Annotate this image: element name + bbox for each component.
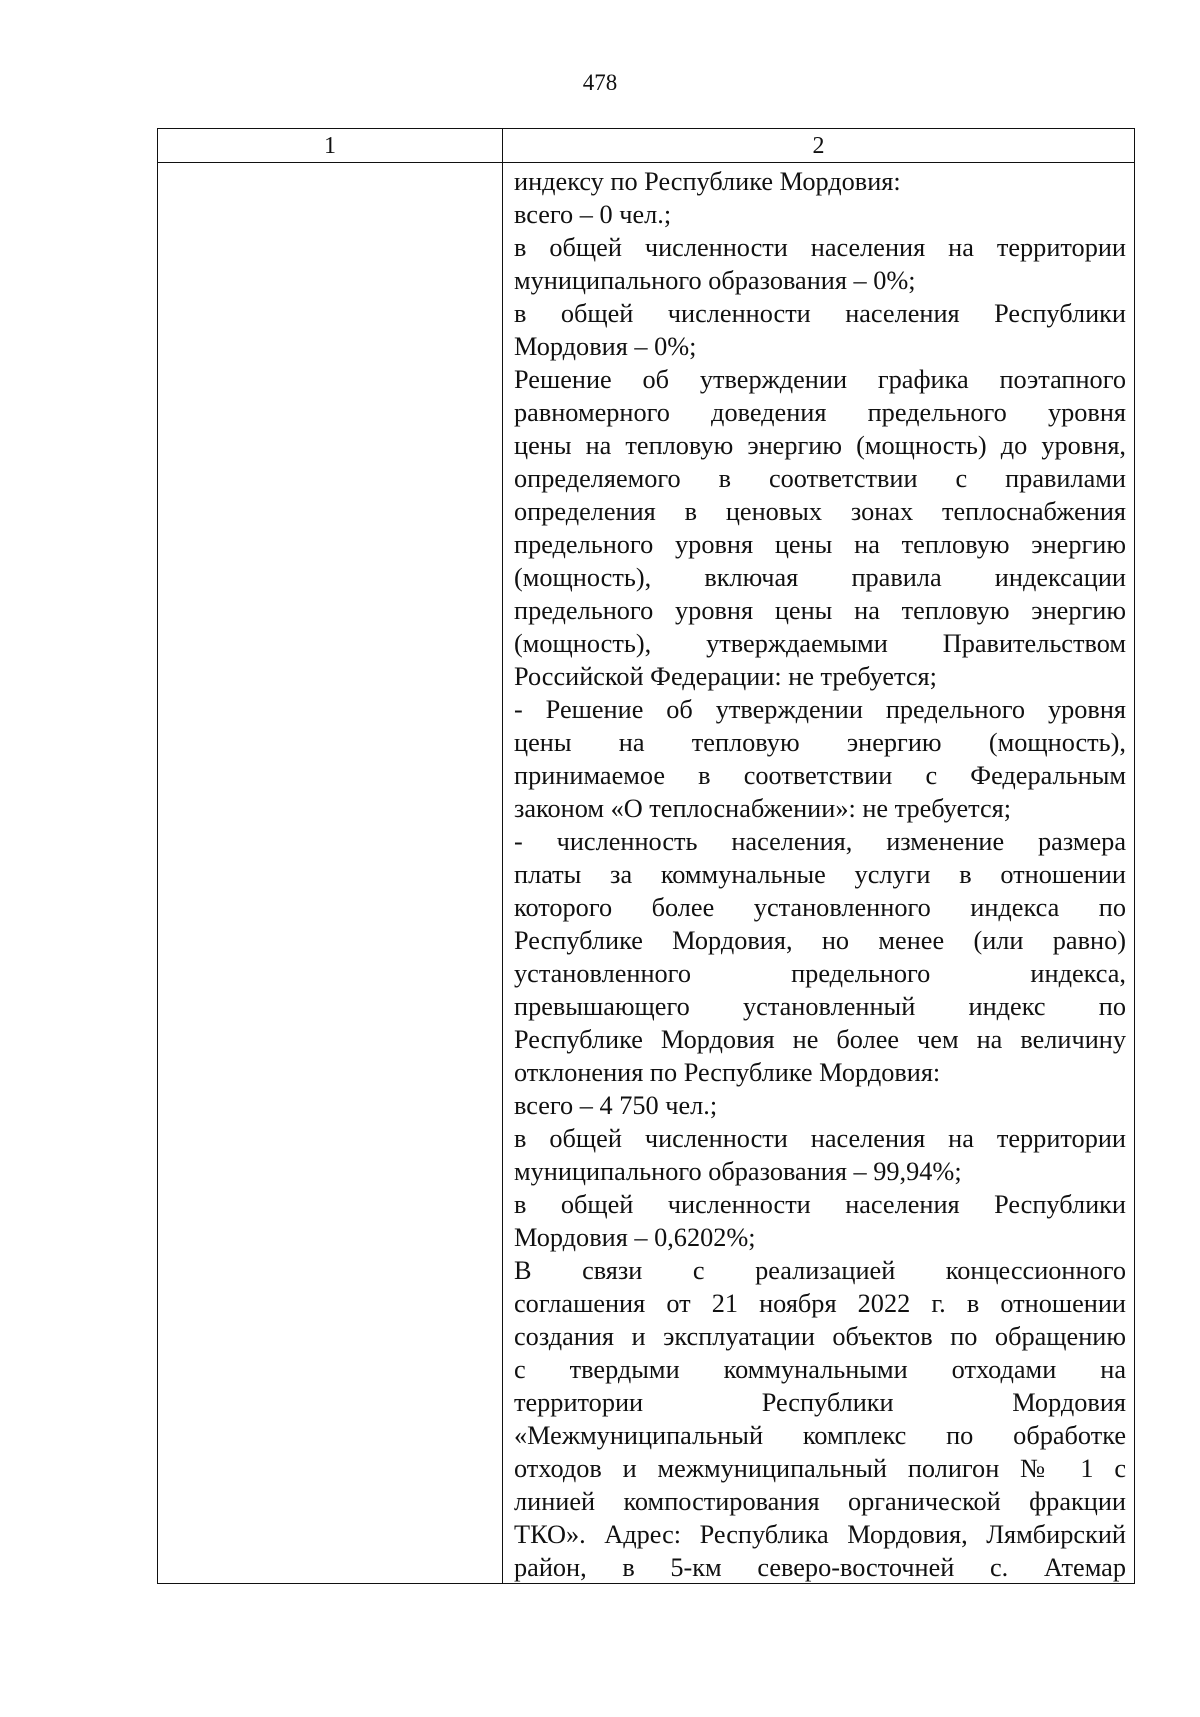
text-line: линией компостирования органической фракции [514,1487,1126,1516]
text-line: в общей численности населения на территории [514,233,1126,262]
text-line: цены на тепловую энергию (мощность) до уровня, [514,431,1126,460]
column-divider [502,129,503,1583]
text-line: район, в 5-км северо-восточней с. Атемар [514,1553,1126,1582]
text-line: превышающего установленный индекс по [514,992,1126,1021]
text-line: Мордовия – 0%; [514,332,697,361]
text-line: цены на тепловую энергию (мощность), [514,728,1126,757]
text-line: муниципального образования – 99,94%; [514,1157,962,1186]
text-line: территории Республики Мордовия [514,1388,1126,1417]
text-line: равномерного доведения предельного уровня [514,398,1126,427]
text-line: (мощность), утверждаемыми Правительством [514,629,1126,658]
text-line: отклонения по Республике Мордовия: [514,1058,941,1087]
text-line: законом «О теплоснабжении»: не требуется; [514,794,1012,823]
text-line: отходов и межмуниципальный полигон № 1 с [514,1454,1126,1483]
text-line: с твердыми коммунальными отходами на [514,1355,1126,1384]
text-line: - численность населения, изменение размера [514,827,1126,856]
text-line: принимаемое в соответствии с Федеральным [514,761,1126,790]
table-cell-column-1 [158,163,502,1583]
column-header-1: 1 [324,133,336,159]
text-line: установленного предельного индекса, [514,959,1126,988]
text-line: определяемого в соответствии с правилами [514,464,1126,493]
text-line: муниципального образования – 0%; [514,266,916,295]
content-table [157,128,1135,1584]
column-header-2: 2 [812,133,825,159]
text-line: платы за коммунальные услуги в отношении [514,860,1126,889]
text-line: определения в ценовых зонах теплоснабжения [514,497,1126,526]
text-line: предельного уровня цены на тепловую энергию [514,530,1126,559]
table-header-row [158,129,1134,163]
text-line: ТКО». Адрес: Республика Мордовия, Лямбирский [514,1520,1126,1549]
text-line: Республике Мордовия, но менее (или равно) [514,926,1126,955]
text-line: В связи с реализацией концессионного [514,1256,1126,1285]
text-line: (мощность), включая правила индексации [514,563,1126,592]
text-line: Мордовия – 0,6202%; [514,1223,756,1252]
text-line: в общей численности населения Республики [514,1190,1126,1219]
text-line: в общей численности населения Республики [514,299,1126,328]
text-line: предельного уровня цены на тепловую энергию [514,596,1126,625]
text-line: создания и эксплуатации объектов по обращению [514,1322,1126,1351]
table-cell-column-2 [514,165,1126,1584]
text-line: всего – 0 чел.; [514,200,672,229]
text-line: Решение об утверждении графика поэтапного [514,365,1126,394]
text-line: Республике Мордовия не более чем на величину [514,1025,1126,1054]
text-line: в общей численности населения на территории [514,1124,1126,1153]
text-line: «Межмуниципальный комплекс по обработке [514,1421,1126,1450]
text-line: Российской Федерации: не требуется; [514,662,937,691]
text-line: которого более установленного индекса по [514,893,1126,922]
text-line: соглашения от 21 ноября 2022 г. в отношении [514,1289,1126,1318]
page-number: 478 [582,70,618,95]
text-line: индексу по Республике Мордовия: [514,167,901,196]
text-line: всего – 4 750 чел.; [514,1091,718,1120]
text-line: - Решение об утверждении предельного уровня [514,695,1126,724]
